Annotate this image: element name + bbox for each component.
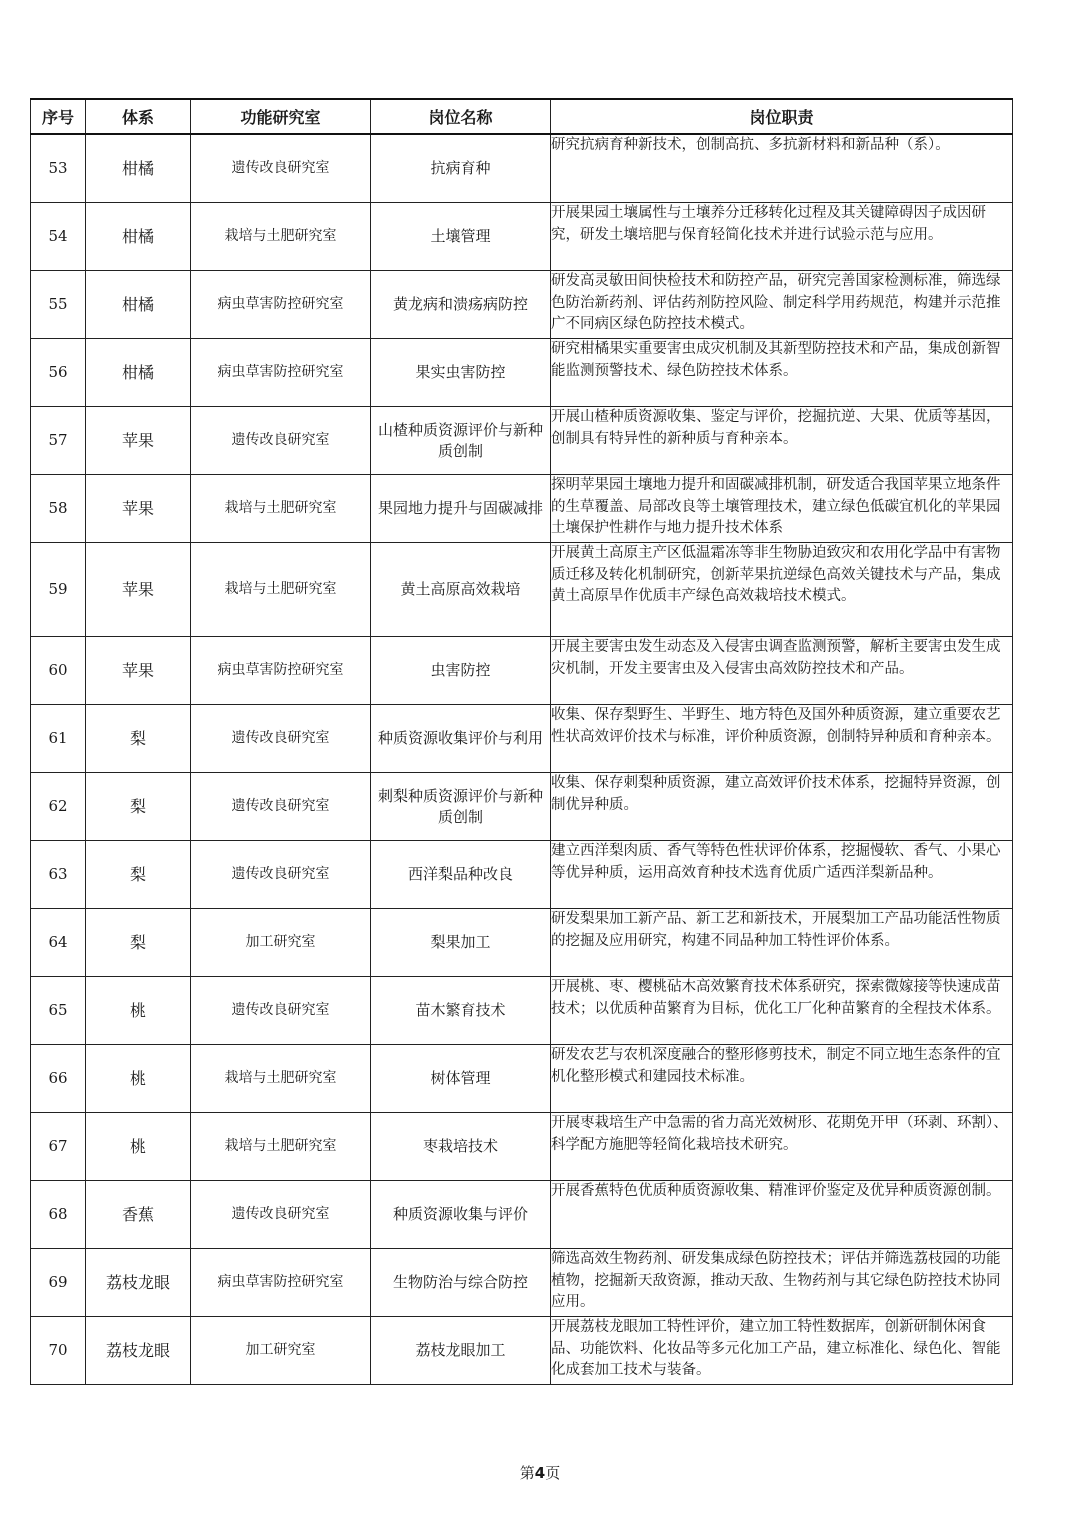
cell-position: 种质资源收集与评价 [371,1181,551,1249]
table-row [31,1181,1013,1249]
cell-duty: 开展山楂种质资源收集、鉴定与评价，挖掘抗逆、大果、优质等基因，创制具有特异性的新种质与育种亲本。 [551,407,1013,475]
cell-duty: 研发农艺与农机深度融合的整形修剪技术，制定不同立地生态条件的宜机化整形模式和建园技术标准。 [551,1045,1013,1113]
header-index: 序号 [31,99,86,134]
cell-position: 山楂种质资源评价与新种质创制 [371,407,551,475]
cell-position: 西洋梨品种改良 [371,841,551,909]
cell-index: 59 [31,543,86,637]
cell-position: 苗木繁育技术 [371,977,551,1045]
cell-system: 荔枝龙眼 [86,1249,191,1317]
cell-system: 梨 [86,841,191,909]
table-row [31,203,1013,271]
cell-index: 56 [31,339,86,407]
cell-index: 57 [31,407,86,475]
cell-system: 荔枝龙眼 [86,1317,191,1385]
cell-system: 柑橘 [86,271,191,339]
cell-duty: 开展主要害虫发生动态及入侵害虫调查监测预警，解析主要害虫发生成灾机制，开发主要害虫及入侵害虫高效防控技术和产品。 [551,637,1013,705]
cell-lab: 遗传改良研究室 [191,705,371,773]
page-footer [0,1462,1080,1483]
table-row [31,705,1013,773]
table-row [31,134,1013,203]
table-row [31,773,1013,841]
cell-position: 荔枝龙眼加工 [371,1317,551,1385]
cell-duty: 开展黄土高原主产区低温霜冻等非生物胁迫致灾和农用化学品中有害物质迁移及转化机制研究，创新苹果抗逆绿色高效关键技术与产品，集成黄土高原旱作优质丰产绿色高效栽培技术模式。 [551,543,1013,637]
cell-duty: 收集、保存刺梨种质资源，建立高效评价技术体系，挖掘特异资源，创制优异种质。 [551,773,1013,841]
cell-index: 69 [31,1249,86,1317]
positions-table [30,98,1013,1385]
table-row [31,271,1013,339]
table-header-row [31,99,1013,134]
cell-duty: 开展荔枝龙眼加工特性评价，建立加工特性数据库，创新研制休闲食品、功能饮料、化妆品等多元化加工产品，建立标准化、绿色化、智能化成套加工技术与装备。 [551,1317,1013,1385]
cell-system: 桃 [86,1113,191,1181]
table-row [31,339,1013,407]
table-row [31,637,1013,705]
cell-index: 68 [31,1181,86,1249]
cell-index: 60 [31,637,86,705]
cell-lab: 遗传改良研究室 [191,977,371,1045]
cell-position: 果实虫害防控 [371,339,551,407]
cell-position: 生物防治与综合防控 [371,1249,551,1317]
cell-system: 梨 [86,773,191,841]
cell-duty: 开展香蕉特色优质种质资源收集、精准评价鉴定及优异种质资源创制。 [551,1181,1013,1249]
cell-position: 种质资源收集评价与利用 [371,705,551,773]
table-row [31,909,1013,977]
table-row [31,841,1013,909]
cell-lab: 栽培与土肥研究室 [191,203,371,271]
cell-position: 土壤管理 [371,203,551,271]
cell-lab: 栽培与土肥研究室 [191,1045,371,1113]
cell-position: 果园地力提升与固碳减排 [371,475,551,543]
cell-system: 香蕉 [86,1181,191,1249]
table-row [31,543,1013,637]
cell-position: 抗病育种 [371,134,551,203]
cell-lab: 栽培与土肥研究室 [191,543,371,637]
cell-lab: 病虫草害防控研究室 [191,1249,371,1317]
cell-duty: 开展桃、枣、樱桃砧木高效繁育技术体系研究，探索微嫁接等快速成苗技术；以优质种苗繁育为目标，优化工厂化种苗繁育的全程技术体系。 [551,977,1013,1045]
cell-system: 苹果 [86,475,191,543]
page-number: 4 [534,1464,546,1482]
cell-system: 梨 [86,705,191,773]
cell-lab: 病虫草害防控研究室 [191,637,371,705]
cell-index: 66 [31,1045,86,1113]
cell-duty: 探明苹果园土壤地力提升和固碳减排机制，研发适合我国苹果立地条件的生草覆盖、局部改良等土壤管理技术，建立绿色低碳宜机化的苹果园土壤保护性耕作与地力提升技术体系 [551,475,1013,543]
cell-lab: 加工研究室 [191,909,371,977]
table-row [31,1045,1013,1113]
cell-system: 柑橘 [86,134,191,203]
cell-index: 54 [31,203,86,271]
cell-lab: 遗传改良研究室 [191,407,371,475]
cell-duty: 研发梨果加工新产品、新工艺和新技术，开展梨加工产品功能活性物质的挖掘及应用研究，构建不同品种加工特性评价体系。 [551,909,1013,977]
cell-position: 黄龙病和溃疡病防控 [371,271,551,339]
cell-index: 63 [31,841,86,909]
table-body [31,134,1013,1385]
page-suffix: 页 [545,1464,561,1482]
header-duty: 岗位职责 [551,99,1013,134]
cell-lab: 病虫草害防控研究室 [191,339,371,407]
cell-lab: 加工研究室 [191,1317,371,1385]
cell-position: 枣栽培技术 [371,1113,551,1181]
cell-lab: 栽培与土肥研究室 [191,1113,371,1181]
table-row [31,977,1013,1045]
cell-index: 65 [31,977,86,1045]
cell-index: 62 [31,773,86,841]
cell-index: 58 [31,475,86,543]
table-row [31,475,1013,543]
cell-index: 67 [31,1113,86,1181]
table-row [31,1113,1013,1181]
cell-index: 53 [31,134,86,203]
cell-lab: 遗传改良研究室 [191,841,371,909]
cell-duty: 筛选高效生物药剂、研发集成绿色防控技术；评估并筛选荔枝园的功能植物，挖掘新天敌资源，推动天敌、生物药剂与其它绿色防控技术协同应用。 [551,1249,1013,1317]
cell-position: 刺梨种质资源评价与新种质创制 [371,773,551,841]
cell-duty: 研发高灵敏田间快检技术和防控产品，研究完善国家检测标准，筛选绿色防治新药剂、评估药剂防控风险、制定科学用药规范，构建并示范推广不同病区绿色防控技术模式。 [551,271,1013,339]
cell-position: 黄土高原高效栽培 [371,543,551,637]
cell-index: 55 [31,271,86,339]
cell-lab: 病虫草害防控研究室 [191,271,371,339]
cell-lab: 遗传改良研究室 [191,134,371,203]
cell-system: 梨 [86,909,191,977]
cell-duty: 建立西洋梨肉质、香气等特色性状评价体系，挖掘慢软、香气、小果心等优异种质，运用高效育种技术选育优质广适西洋梨新品种。 [551,841,1013,909]
cell-system: 苹果 [86,543,191,637]
cell-system: 苹果 [86,407,191,475]
cell-duty: 开展枣栽培生产中急需的省力高光效树形、花期免开甲（环剥、环割）、科学配方施肥等轻简化栽培技术研究。 [551,1113,1013,1181]
cell-index: 61 [31,705,86,773]
cell-system: 柑橘 [86,203,191,271]
header-lab: 功能研究室 [191,99,371,134]
cell-lab: 栽培与土肥研究室 [191,475,371,543]
cell-system: 桃 [86,1045,191,1113]
cell-system: 苹果 [86,637,191,705]
cell-duty: 研究柑橘果实重要害虫成灾机制及其新型防控技术和产品，集成创新智能监测预警技术、绿色防控技术体系。 [551,339,1013,407]
cell-duty: 开展果园土壤属性与土壤养分迁移转化过程及其关键障碍因子成因研究，研发土壤培肥与保育轻简化技术并进行试验示范与应用。 [551,203,1013,271]
table-row [31,407,1013,475]
cell-position: 梨果加工 [371,909,551,977]
cell-system: 桃 [86,977,191,1045]
cell-duty: 收集、保存梨野生、半野生、地方特色及国外种质资源，建立重要农艺性状高效评价技术与标准，评价种质资源，创制特异种质和育种亲本。 [551,705,1013,773]
cell-index: 70 [31,1317,86,1385]
table-row [31,1249,1013,1317]
page-prefix: 第 [519,1464,535,1482]
cell-lab: 遗传改良研究室 [191,773,371,841]
cell-position: 虫害防控 [371,637,551,705]
table-row [31,1317,1013,1385]
cell-lab: 遗传改良研究室 [191,1181,371,1249]
cell-duty: 研究抗病育种新技术，创制高抗、多抗新材料和新品种（系）。 [551,134,1013,203]
cell-position: 树体管理 [371,1045,551,1113]
cell-system: 柑橘 [86,339,191,407]
header-system: 体系 [86,99,191,134]
cell-index: 64 [31,909,86,977]
header-position: 岗位名称 [371,99,551,134]
